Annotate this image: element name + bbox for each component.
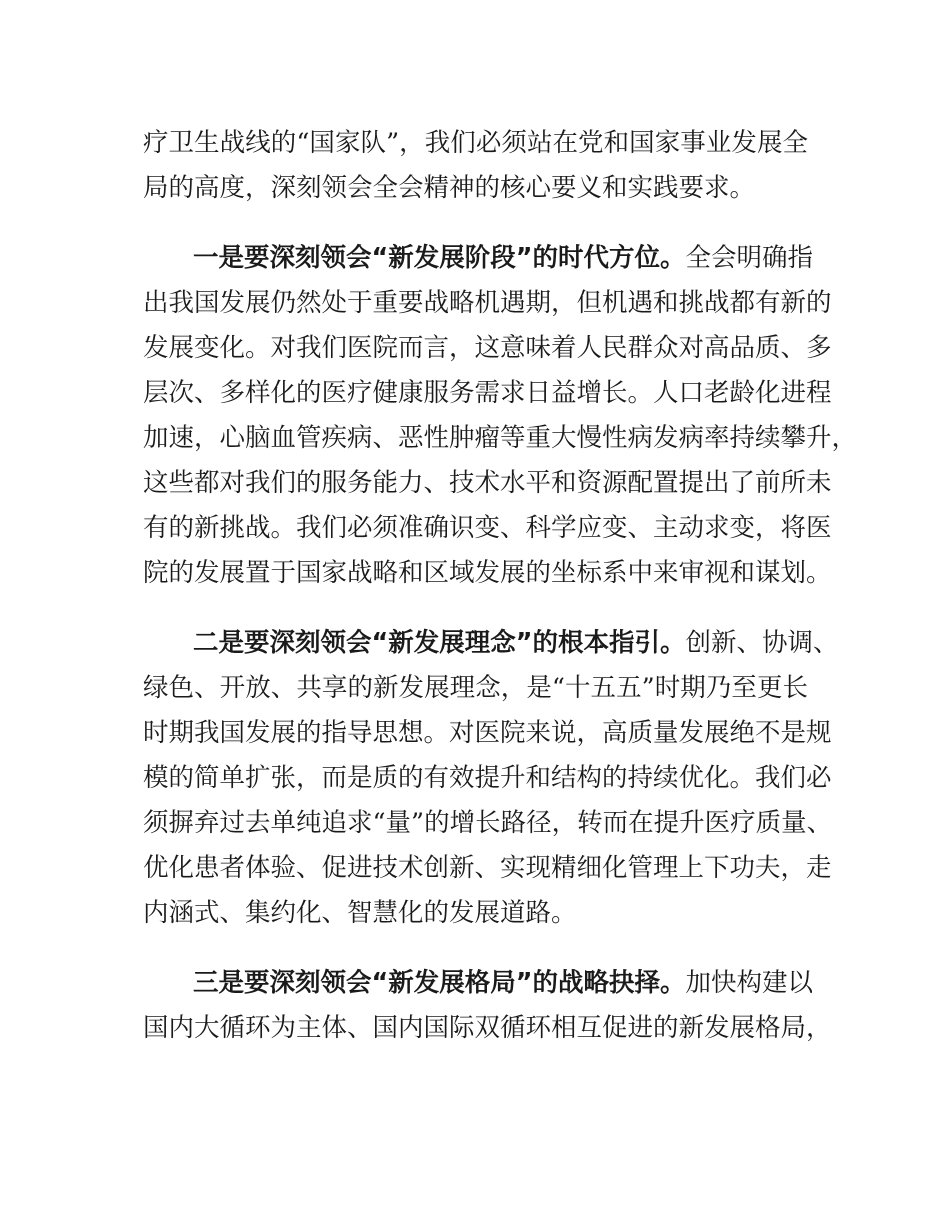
paragraph [143, 621, 839, 936]
line-text: 这些都对我们的服务能力、技术水平和资源配置提出了前所未 [143, 468, 832, 498]
line-text: 国内大循环为主体、国内国际双循环相互促进的新发展格局， [143, 1013, 832, 1043]
text-line [143, 371, 832, 416]
text-line [143, 461, 832, 506]
line-text: 层次、多样化的医疗健康服务需求日益增长。人口老龄化进程 [143, 378, 832, 408]
line-text: 时期我国发展的指导思想。对医院来说，高质量发展绝不是规 [143, 718, 832, 748]
text-line [143, 416, 858, 461]
text-line [143, 621, 839, 666]
text-line [143, 961, 814, 1006]
text-line [143, 506, 832, 551]
bold-lead-sentence: 三是要深刻领会“新发展格局”的战略抉择。 [193, 968, 686, 998]
bold-lead-sentence: 二是要深刻领会“新发展理念”的根本指引。 [193, 628, 686, 658]
line-text: 出我国发展仍然处于重要战略机遇期，但机遇和挑战都有新的 [143, 288, 832, 318]
text-line [143, 236, 814, 281]
paragraph [143, 236, 858, 596]
document-page [143, 121, 858, 1076]
paragraph [143, 961, 832, 1051]
line-text: 内涵式、集约化、智慧化的发展道路。 [143, 898, 577, 928]
text-line [143, 326, 832, 371]
text-line [143, 121, 808, 166]
text-line [143, 711, 832, 756]
text-line [143, 756, 832, 801]
text-line [143, 666, 808, 711]
text-line [143, 891, 808, 936]
line-text: 模的简单扩张，而是质的有效提升和结构的持续优化。我们必 [143, 763, 832, 793]
bold-lead-sentence: 一是要深刻领会“新发展阶段”的时代方位。 [193, 243, 686, 273]
line-text: 加快构建以 [685, 968, 814, 998]
line-text: 有的新挑战。我们必须准确识变、科学应变、主动求变，将医 [143, 513, 832, 543]
text-line [143, 166, 808, 211]
line-text: 疗卫生战线的“国家队”，我们必须站在党和国家事业发展全 [143, 128, 808, 158]
line-text: 优化患者体验、促进技术创新、实现精细化管理上下功夫，走 [143, 853, 832, 883]
line-text: 创新、协调、 [685, 628, 839, 658]
line-text: 加速，心脑血管疾病、恶性肿瘤等重大慢性病发病率持续攀升， [143, 423, 858, 453]
line-text: 局的高度，深刻领会全会精神的核心要义和实践要求。 [143, 173, 756, 203]
text-line [143, 846, 832, 891]
paragraph [143, 121, 808, 211]
text-line [143, 1006, 832, 1051]
line-text: 全会明确指 [685, 243, 814, 273]
line-text: 绿色、开放、共享的新发展理念，是“十五五”时期乃至更长 [143, 673, 808, 703]
line-text: 发展变化。对我们医院而言，这意味着人民群众对高品质、多 [143, 333, 832, 363]
line-text: 须摒弃过去单纯追求“量”的增长路径，转而在提升医疗质量、 [143, 808, 833, 838]
text-line [143, 551, 832, 596]
text-line [143, 281, 832, 326]
line-text: 院的发展置于国家战略和区域发展的坐标系中来审视和谋划。 [143, 558, 832, 588]
text-line [143, 801, 833, 846]
